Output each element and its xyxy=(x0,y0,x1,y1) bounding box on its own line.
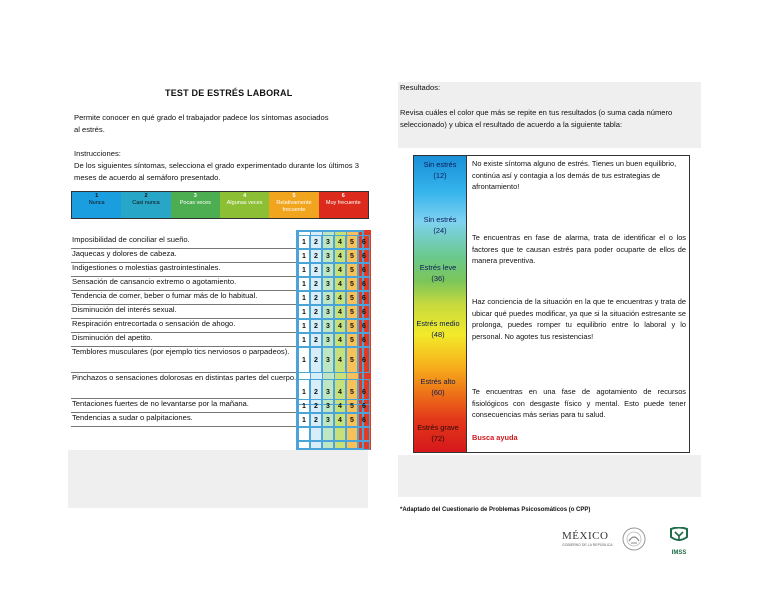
symptom-row: Jaquecas y dolores de cabeza. xyxy=(71,249,297,263)
grid-answer-cell[interactable]: 5 xyxy=(346,319,358,333)
grid-answer-cell[interactable]: 3 xyxy=(322,413,334,427)
result-seek-help: Busca ayuda xyxy=(472,433,518,442)
grid-answer-cell[interactable]: 6 xyxy=(358,235,370,249)
grid-answer-cell[interactable]: 5 xyxy=(346,399,358,413)
grid-answer-cell[interactable]: 5 xyxy=(346,263,358,277)
grid-answer-cell xyxy=(310,427,322,441)
answer-grid xyxy=(296,230,364,450)
grid-answer-cell xyxy=(310,441,322,450)
grid-answer-cell[interactable]: 1 xyxy=(298,291,310,305)
grid-answer-cell[interactable]: 5 xyxy=(346,291,358,305)
grid-answer-cell[interactable]: 1 xyxy=(298,379,310,405)
grid-answer-cell[interactable]: 2 xyxy=(310,249,322,263)
grid-answer-cell[interactable]: 6 xyxy=(358,249,370,263)
imss-logo-icon xyxy=(667,527,691,547)
grid-answer-cell[interactable]: 4 xyxy=(334,263,346,277)
footnote: *Adaptado del Cuestionario de Problemas Psicosomáticos (o CPP) xyxy=(400,507,591,513)
results-bottom-panel xyxy=(398,455,701,497)
grid-answer-cell[interactable]: 4 xyxy=(334,399,346,413)
grid-answer-cell[interactable]: 4 xyxy=(334,291,346,305)
instructions-heading: Instrucciones: xyxy=(74,149,121,158)
symptom-row: Indigestiones o molestias gastrointestinales. xyxy=(71,263,297,277)
grid-answer-cell xyxy=(358,427,370,441)
grid-answer-cell[interactable]: 3 xyxy=(322,305,334,319)
grid-answer-cell[interactable]: 4 xyxy=(334,413,346,427)
grid-answer-cell[interactable]: 3 xyxy=(322,333,334,347)
results-heading: Resultados: xyxy=(400,83,441,92)
result-description-exhaustion: Te encuentras en una fase de agotamiento de recursos fisiológicos con desgaste físico y mental. Esto puede tener consecuencias más serias para tu salud. xyxy=(472,387,686,419)
grid-answer-cell[interactable]: 3 xyxy=(322,379,334,405)
symptom-row: Imposibilidad de conciliar el sueño. xyxy=(71,235,297,249)
grid-answer-cell[interactable]: 1 xyxy=(298,413,310,427)
level-no-stress-12: Sin estrés (12) xyxy=(423,160,457,180)
grid-answer-cell[interactable]: 5 xyxy=(346,333,358,347)
grid-answer-cell[interactable]: 2 xyxy=(310,263,322,277)
symptom-row: Sensación de cansancio extremo o agotamiento. xyxy=(71,277,297,291)
grid-answer-cell xyxy=(322,427,334,441)
results-divider xyxy=(466,156,467,453)
result-description-no-stress: No existe síntoma alguno de estrés. Tienes un buen equilibrio, continúa así y contagia a los demás de tus estrategias de afrontamiento! xyxy=(472,159,677,191)
scale-item-6: 6 Muy frecuente xyxy=(319,192,368,218)
grid-answer-cell[interactable]: 6 xyxy=(358,413,370,427)
symptom-row: Tentaciones fuertes de no levantarse por la mañana. xyxy=(71,399,297,413)
grid-answer-cell[interactable]: 2 xyxy=(310,333,322,347)
grid-answer-cell[interactable]: 4 xyxy=(334,235,346,249)
results-table xyxy=(413,155,690,453)
grid-answer-cell[interactable]: 6 xyxy=(358,263,370,277)
grid-answer-cell[interactable]: 1 xyxy=(298,277,310,291)
grid-answer-cell[interactable]: 2 xyxy=(310,347,322,373)
grid-answer-cell[interactable]: 5 xyxy=(346,277,358,291)
scale-item-4: 4 Algunas veces xyxy=(220,192,269,218)
grid-answer-cell[interactable]: 2 xyxy=(310,235,322,249)
grid-answer-cell[interactable]: 4 xyxy=(334,333,346,347)
frequency-scale xyxy=(71,191,369,219)
grid-answer-cell xyxy=(334,441,346,450)
scale-item-5: 5 Relativamente frecuente xyxy=(269,192,318,218)
scale-item-2: 2 Casi nunca xyxy=(121,192,170,218)
grid-answer-cell[interactable]: 2 xyxy=(310,413,322,427)
grid-answer-cell[interactable]: 2 xyxy=(310,291,322,305)
test-intro: Permite conocer en qué grado el trabajador padece los síntomas asociados al estrés. xyxy=(74,113,329,134)
grid-answer-cell[interactable]: 3 xyxy=(322,399,334,413)
level-severe: Estrés grave (72) xyxy=(417,423,459,443)
grid-answer-cell[interactable]: 3 xyxy=(322,291,334,305)
grid-answer-cell xyxy=(346,441,358,450)
grid-answer-cell[interactable]: 6 xyxy=(358,347,370,373)
level-mild: Estrés leve (36) xyxy=(419,263,457,283)
grid-answer-cell[interactable]: 6 xyxy=(358,319,370,333)
grid-answer-cell[interactable]: 3 xyxy=(322,249,334,263)
grid-answer-cell[interactable]: 1 xyxy=(298,319,310,333)
left-bottom-panel xyxy=(68,450,368,508)
grid-answer-cell[interactable]: 6 xyxy=(358,277,370,291)
grid-answer-cell[interactable]: 3 xyxy=(322,263,334,277)
stress-level-gradient xyxy=(414,156,466,453)
level-high: Estrés alto (60) xyxy=(420,377,456,397)
grid-answer-cell[interactable]: 1 xyxy=(298,333,310,347)
grid-answer-cell[interactable]: 3 xyxy=(322,347,334,373)
level-no-stress-24: Sin estrés (24) xyxy=(423,215,457,235)
grid-answer-cell[interactable]: 4 xyxy=(334,277,346,291)
instructions-text: De los siguientes síntomas, selecciona el grado experimentado durante los últimos 3 meses de acuerdo al semáforo presentado. xyxy=(74,161,359,182)
grid-answer-cell xyxy=(334,427,346,441)
grid-answer-cell[interactable]: 1 xyxy=(298,305,310,319)
result-description-awareness: Haz conciencia de la situación en la que te encuentras y trata de ubicar qué puedes modificar, ya que si la situación estresante se prolonga, puedes romper tu equilibrio entre lo laboral y lo personal. No agotes tus resistencias! xyxy=(472,297,686,341)
grid-answer-cell[interactable]: 2 xyxy=(310,399,322,413)
grid-answer-cell[interactable]: 3 xyxy=(322,277,334,291)
mexico-logo-subtext: GOBIERNO DE LA REPÚBLICA xyxy=(562,543,613,547)
grid-answer-cell[interactable]: 6 xyxy=(358,333,370,347)
grid-answer-cell[interactable]: 4 xyxy=(334,319,346,333)
grid-answer-cell[interactable]: 5 xyxy=(346,305,358,319)
grid-answer-cell[interactable]: 5 xyxy=(346,379,358,405)
grid-answer-cell[interactable]: 1 xyxy=(298,263,310,277)
grid-answer-cell[interactable]: 6 xyxy=(358,399,370,413)
grid-answer-cell xyxy=(298,427,310,441)
symptom-row: Tendencias a sudar o palpitaciones. xyxy=(71,413,297,427)
grid-answer-cell[interactable]: 4 xyxy=(334,347,346,373)
grid-answer-cell[interactable]: 1 xyxy=(298,399,310,413)
symptom-row: Respiración entrecortada o sensación de ahogo. xyxy=(71,319,297,333)
grid-answer-cell xyxy=(346,427,358,441)
symptom-row: Temblores musculares (por ejemplo tics nerviosos o parpadeos). xyxy=(71,347,297,373)
grid-answer-cell[interactable]: 4 xyxy=(334,249,346,263)
grid-answer-cell[interactable]: 1 xyxy=(298,235,310,249)
symptom-row: Disminución del apetito. xyxy=(71,333,297,347)
grid-answer-cell[interactable]: 5 xyxy=(346,235,358,249)
imss-logo-text: IMSS xyxy=(671,550,687,556)
grid-answer-cell[interactable]: 5 xyxy=(346,347,358,373)
symptom-row: Disminución del interés sexual. xyxy=(71,305,297,319)
symptom-row: Pinchazos o sensaciones dolorosas en distintas partes del cuerpo. xyxy=(71,373,297,399)
mexico-logo-text: MÉXICO xyxy=(562,530,609,542)
grid-answer-cell[interactable]: 4 xyxy=(334,379,346,405)
eagle-seal-icon xyxy=(622,527,646,551)
grid-answer-cell[interactable]: 3 xyxy=(322,319,334,333)
grid-answer-cell[interactable]: 2 xyxy=(310,305,322,319)
results-intro: Revisa cuáles el color que más se repite en tus resultados (o suma cada número seleccionado) y ubica el resultado de acuerdo a la siguiente tabla: xyxy=(400,108,673,129)
result-description-alarm: Te encuentras en fase de alarma, trata de identificar el o los factores que te causan estrés para poder ocuparte de ellos de manera preventiva. xyxy=(472,233,686,265)
grid-answer-cell[interactable]: 6 xyxy=(358,305,370,319)
grid-answer-cell[interactable]: 1 xyxy=(298,347,310,373)
grid-answer-cell[interactable]: 2 xyxy=(310,379,322,405)
grid-answer-cell[interactable]: 2 xyxy=(310,277,322,291)
imss-logo xyxy=(667,527,691,555)
mexico-logo xyxy=(562,530,622,554)
grid-answer-cell xyxy=(298,441,310,450)
scale-item-1: 1 Nunca xyxy=(72,192,121,218)
test-title: TEST DE ESTRÉS LABORAL xyxy=(165,88,293,98)
grid-answer-cell[interactable]: 4 xyxy=(334,305,346,319)
symptoms-list xyxy=(71,235,297,450)
scale-item-3: 3 Pocas veces xyxy=(171,192,220,218)
grid-answer-cell xyxy=(322,441,334,450)
grid-answer-cell[interactable]: 6 xyxy=(358,291,370,305)
grid-answer-cell xyxy=(358,441,370,450)
grid-answer-cell[interactable]: 3 xyxy=(322,235,334,249)
symptom-row: Tendencia de comer, beber o fumar más de lo habitual. xyxy=(71,291,297,305)
grid-answer-cell[interactable]: 5 xyxy=(346,249,358,263)
grid-answer-cell[interactable]: 2 xyxy=(310,319,322,333)
grid-answer-cell[interactable]: 5 xyxy=(346,413,358,427)
level-medium: Estrés medio (48) xyxy=(416,319,460,339)
grid-answer-cell[interactable]: 6 xyxy=(358,379,370,405)
grid-answer-cell[interactable]: 1 xyxy=(298,249,310,263)
